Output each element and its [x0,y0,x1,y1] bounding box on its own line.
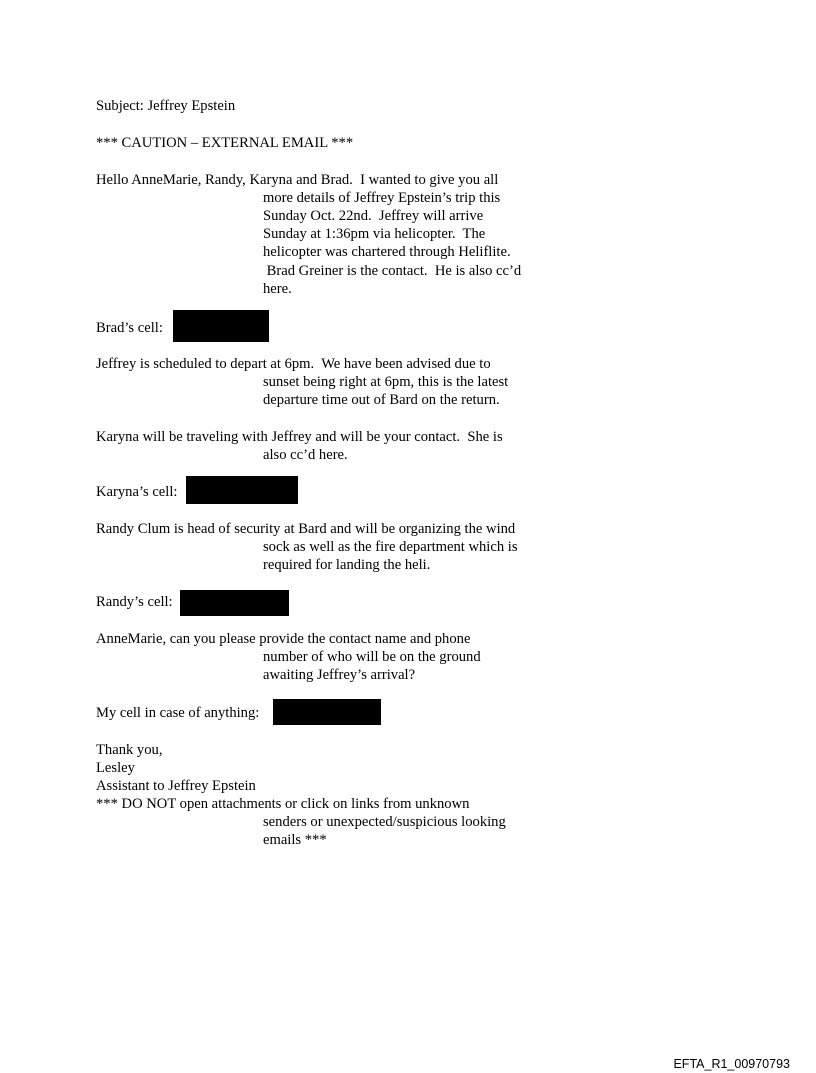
paragraph-line: Sunday at 1:36pm via helicopter. The [263,226,486,242]
paragraph-line: here. [263,281,292,297]
redaction-box [186,476,298,504]
paragraph-line: also cc’d here. [263,447,348,463]
signoff-line: Thank you, [96,742,163,758]
redaction-box [173,310,269,342]
paragraph-line: awaiting Jeffrey’s arrival? [263,667,416,683]
redaction-box [273,699,381,725]
signer-title: Assistant to Jeffrey Epstein [96,778,256,794]
document-id: EFTA_R1_00970793 [673,1057,790,1071]
randy-cell-label: Randy’s cell: [96,594,173,610]
karyna-cell-label: Karyna’s cell: [96,484,178,500]
paragraph-line: AnneMarie, can you please provide the contact name and phone [96,631,471,647]
signer-name: Lesley [96,760,135,776]
paragraph-line: required for landing the heli. [263,557,431,573]
paragraph-line: Karyna will be traveling with Jeffrey and will be your contact. She is [96,429,503,445]
paragraph-line: number of who will be on the ground [263,649,481,665]
paragraph-line: Jeffrey is scheduled to depart at 6pm. We have been advised due to [96,356,491,372]
redaction-box [180,590,289,616]
my-cell-label: My cell in case of anything: [96,705,260,721]
disclaimer-line: *** DO NOT open attachments or click on links from unknown [96,796,470,812]
disclaimer-line: senders or unexpected/suspicious looking [263,814,506,830]
paragraph-line: Randy Clum is head of security at Bard and will be organizing the wind [96,521,516,537]
brad-cell-label: Brad’s cell: [96,320,163,336]
paragraph-line: more details of Jeffrey Epstein’s trip this [263,190,501,206]
paragraph-line: sock as well as the fire department which is [263,539,518,555]
caution-banner: *** CAUTION – EXTERNAL EMAIL *** [96,135,354,151]
paragraph-line: helicopter was chartered through Heliflite. [263,244,511,260]
paragraph-line: sunset being right at 6pm, this is the latest [263,374,509,390]
paragraph-line: Brad Greiner is the contact. He is also cc’d [263,263,522,279]
email-subject: Subject: Jeffrey Epstein [96,98,236,114]
paragraph-line: departure time out of Bard on the return. [263,392,500,408]
paragraph-line: Sunday Oct. 22nd. Jeffrey will arrive [263,208,484,224]
paragraph-line: Hello AnneMarie, Randy, Karyna and Brad. I wanted to give you all [96,172,499,188]
disclaimer-line: emails *** [263,832,327,848]
